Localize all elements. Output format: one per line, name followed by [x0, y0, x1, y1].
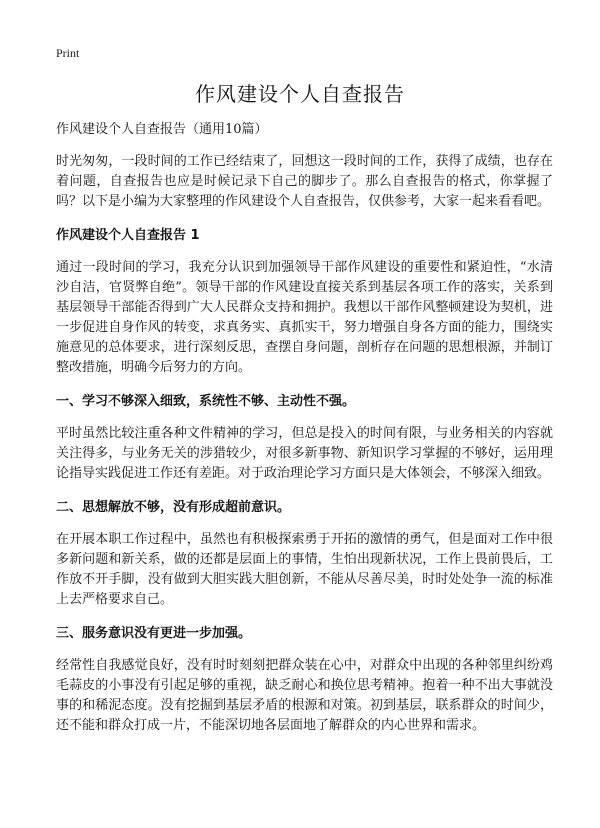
page-title: 作风建设个人自查报告 [195, 82, 405, 106]
point-1-paragraph: 平时虽然比较注重各种文件精神的学习，但总是投入的时间有限，与业务相关的内容就关注得多，与业务无关的涉猎较少，对很多新事物、新知识学习掌握的不够好，运用理论指导实践促进工作还有差距。对于政治理论学习方面只是大体领会，不够深入细致。 [56, 426, 553, 481]
section-1-paragraph: 通过一段时间的学习，我充分认识到加强领导干部作风建设的重要性和紧迫性，“水清沙自洁，官贤弊自绝”。领导干部的作风建设直接关系到基层各项工作的落实，关系到基层领导干部能否得到广大人民群众支持和拥护。我想以干部作风整顿建设为契机，进一步促进自身作风的转变，求真务实、真抓实干，努力增强自身各方面的能力，围绕实施意见的总体要求，进行深刻反思，查摆自身问题，剖析存在问题的思想根源，并制订整改措施，明确今后努力的方向。 [56, 260, 553, 375]
point-2-paragraph: 在开展本职工作过程中，虽然也有积极探索勇于开拓的激情的勇气，但是面对工作中很多新问题和新关系，做的还都是层面上的事情，生怕出现新状况，工作上畏前畏后，工作放不开手脚，没有做到大胆实践大胆创新，不能从尽善尽美，时时处处争一流的标准上去严格要求自己。 [56, 532, 553, 607]
intro-paragraph: 时光匆匆，一段时间的工作已经结束了，回想这一段时间的工作，获得了成绩，也存在着问题，自查报告也应是时候记录下自己的脚步了。那么自查报告的格式，你掌握了吗？以下是小编为大家整理的作风建设个人自查报告，仅供参考，大家一起来看看吧。 [56, 154, 553, 209]
point-1-heading: 一、学习不够深入细致，系统性不够、主动性不强。 [56, 394, 356, 409]
document-subtitle: 作风建设个人自查报告（通用10篇） [56, 122, 268, 137]
print-link[interactable]: Print [56, 46, 80, 60]
point-3-paragraph: 经常性自我感觉良好，没有时时刻刻把群众装在心中，对群众中出现的各种邻里纠纷鸡毛蒜皮的小事没有引起足够的重视，缺乏耐心和换位思考精神。抱着一种不出大事就没事的和稀泥态度。没有挖掘到基层矛盾的根源和对策。初到基层，联系群众的时间少，还不能和群众打成一片，不能深切地各层面地了解群众的内心世界和需求。 [56, 658, 553, 733]
point-2-heading: 二、思想解放不够，没有形成超前意识。 [56, 500, 291, 515]
document-body [56, 120, 553, 750]
point-3-heading: 三、服务意识没有更进一步加强。 [56, 626, 252, 641]
section-1-heading: 作风建设个人自查报告 1 [56, 228, 200, 243]
